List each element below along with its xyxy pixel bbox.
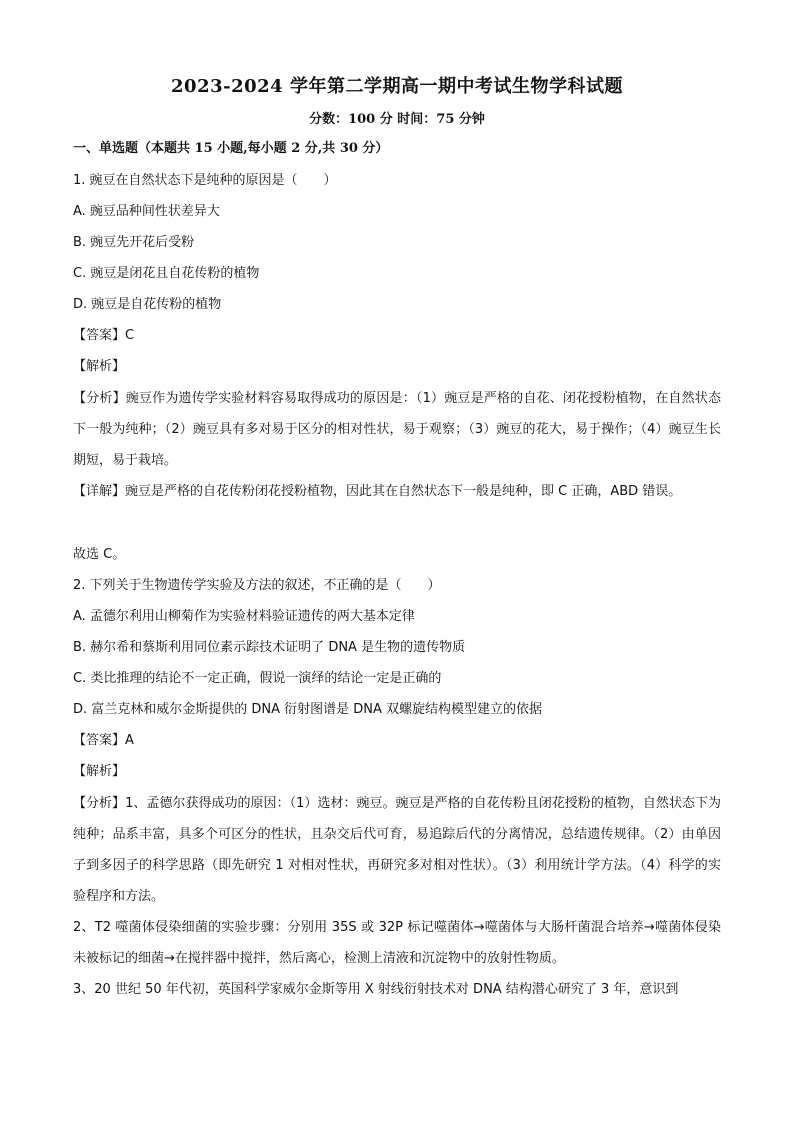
question-2-option-d: D. 富兰克林和威尔金斯提供的 DNA 衍射图谱是 DNA 双螺旋结构模型建立的依据 <box>73 702 543 717</box>
question-2-analysis-label: 【解析】 <box>73 764 126 779</box>
question-2-stem: 2. 下列关于生物遗传学实验及方法的叙述，不正确的是（ ） <box>73 578 441 593</box>
question-1-option-b: B. 豌豆先开花后受粉 <box>73 235 195 250</box>
question-2-option-a: A. 孟德尔利用山柳菊作为实验材料验证遗传的两大基本定律 <box>73 609 415 624</box>
question-1-option-a: A. 豌豆品种间性状差异大 <box>73 204 220 219</box>
question-2-point-3: 3、20 世纪 50 年代初，英国科学家威尔金斯等用 X 射线衍射技术对 DNA 结构潜心研究了 3 年，意识到 <box>73 982 679 997</box>
question-1-fenxi: 【分析】豌豆作为遗传学实验材料容易取得成功的原因是：（1）豌豆是严格的自花、闭花授粉植物，在自然状态下一般为纯种；（2）豌豆具有多对易于区分的相对性状，易于观察；（3）豌豆的花大，易于操作；（4）豌豆生长期短，易于栽培。 <box>73 391 721 468</box>
question-1-conclusion: 故选 C。 <box>73 547 126 562</box>
question-2-point-2: 2、T2 噬菌体侵染细菌的实验步骤：分别用 35S 或 32P 标记噬菌体→噬菌体与大肠杆菌混合培养→噬菌体侵染未被标记的细菌→在搅拌器中搅拌，然后离心，检测上清液和沉淀物中的放射性物质。 <box>73 920 721 966</box>
question-2-option-b: B. 赫尔希和蔡斯利用同位素示踪技术证明了 DNA 是生物的遗传物质 <box>73 640 466 655</box>
page-title: 2023-2024 学年第二学期高一期中考试生物学科试题 <box>171 76 623 97</box>
question-1-xiangjie: 【详解】豌豆是严格的自花传粉闭花授粉植物，因此其在自然状态下一般是纯种，即 C 正确，ABD 错误。 <box>73 484 682 499</box>
question-1-option-d: D. 豌豆是自花传粉的植物 <box>73 297 222 312</box>
question-2-option-c: C. 类比推理的结论不一定正确，假说一演绎的结论一定是正确的 <box>73 671 442 686</box>
question-2-answer: 【答案】A <box>73 733 134 748</box>
question-1-answer: 【答案】C <box>73 328 135 343</box>
question-1-option-c: C. 豌豆是闭花且自花传粉的植物 <box>73 266 260 281</box>
question-2-fenxi: 【分析】1、孟德尔获得成功的原因：（1）选材：豌豆。豌豆是严格的自花传粉且闭花授粉的植物，自然状态下为纯种；品系丰富，具多个可区分的性状，且杂交后代可育，易追踪后代的分离情况，总结遗传规律。（2）由单因子到多因子的科学思路（即先研究 1 对相对性状，再研究多对相对性状）。（3）利用统计学方法。（4）科学的实验程序和方法。 <box>73 796 721 904</box>
question-1-analysis-label: 【解析】 <box>73 359 126 374</box>
question-1-stem: 1. 豌豆在自然状态下是纯种的原因是（ ） <box>73 173 337 188</box>
section-heading: 一、单选题（本题共 15 小题,每小题 2 分,共 30 分） <box>73 141 389 156</box>
score-time-subtitle: 分数：100 分 时间：75 分钟 <box>309 112 485 127</box>
